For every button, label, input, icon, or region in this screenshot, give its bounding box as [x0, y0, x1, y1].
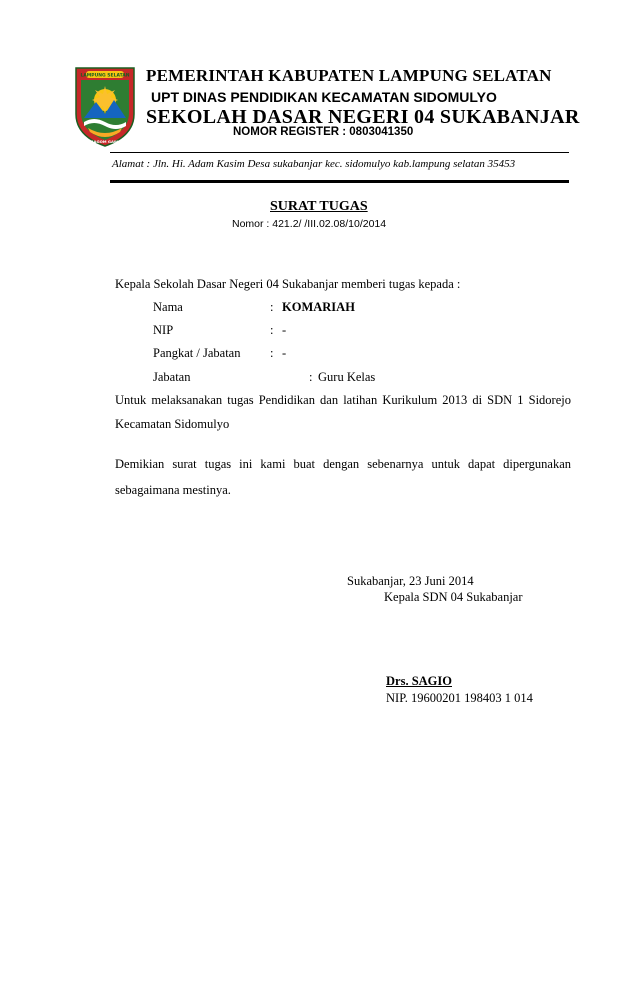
- document-title: SURAT TUGAS: [270, 199, 368, 214]
- body-closing: Demikian surat tugas ini kami buat dengan sebenarnya untuk dapat dipergunakan sebagaimana mestinya.: [115, 457, 571, 497]
- field-colon: :: [270, 323, 274, 337]
- field-colon: :: [270, 300, 274, 314]
- letterhead-department: UPT DINAS PENDIDIKAN KECAMATAN SIDOMULYO: [151, 89, 497, 105]
- letterhead-divider-thin: [110, 152, 569, 153]
- signature-name: Drs. SAGIO: [386, 674, 452, 688]
- signature-place-date: Sukabanjar, 23 Juni 2014: [347, 574, 474, 588]
- field-value-nip: -: [282, 323, 287, 337]
- svg-text:LAMPUNG SELATAN: LAMPUNG SELATAN: [80, 73, 130, 79]
- field-value-jabatan: Guru Kelas: [318, 370, 376, 384]
- field-colon: :: [270, 346, 274, 360]
- field-colon: :: [309, 370, 313, 384]
- body-intro: Kepala Sekolah Dasar Negeri 04 Sukabanjar memberi tugas kepada :: [115, 277, 461, 291]
- svg-text:RAGOM GAWI: RAGOM GAWI: [90, 139, 120, 144]
- document-number: Nomor : 421.2/ /III.02.08/10/2014: [232, 218, 387, 230]
- signature-nip: NIP. 19600201 198403 1 014: [386, 691, 533, 705]
- field-value-nama: KOMARIAH: [282, 300, 355, 314]
- field-label-nama: Nama: [153, 300, 183, 314]
- letterhead-address: Alamat : Jln. Hi. Adam Kasim Desa sukabanjar kec. sidomulyo kab.lampung selatan 35453: [112, 158, 516, 170]
- field-label-nip: NIP: [153, 323, 174, 337]
- letterhead-school-name: SEKOLAH DASAR NEGERI 04 SUKABANJAR: [146, 106, 580, 128]
- field-value-pangkat: -: [282, 346, 287, 360]
- signature-role: Kepala SDN 04 Sukabanjar: [384, 590, 523, 604]
- field-label-jabatan: Jabatan: [153, 370, 191, 384]
- body-purpose: Untuk melaksanakan tugas Pendidikan dan latihan Kurikulum 2013 di SDN 1 Sidorejo Kecamatan Sidomulyo: [115, 393, 571, 431]
- letterhead-government: PEMERINTAH KABUPATEN LAMPUNG SELATAN: [146, 66, 552, 85]
- letterhead-divider-thick: [110, 180, 569, 183]
- letterhead-register-number: NOMOR REGISTER : 0803041350: [233, 126, 414, 138]
- field-label-pangkat: Pangkat / Jabatan: [153, 346, 241, 360]
- lampung-selatan-emblem-icon: [72, 64, 138, 148]
